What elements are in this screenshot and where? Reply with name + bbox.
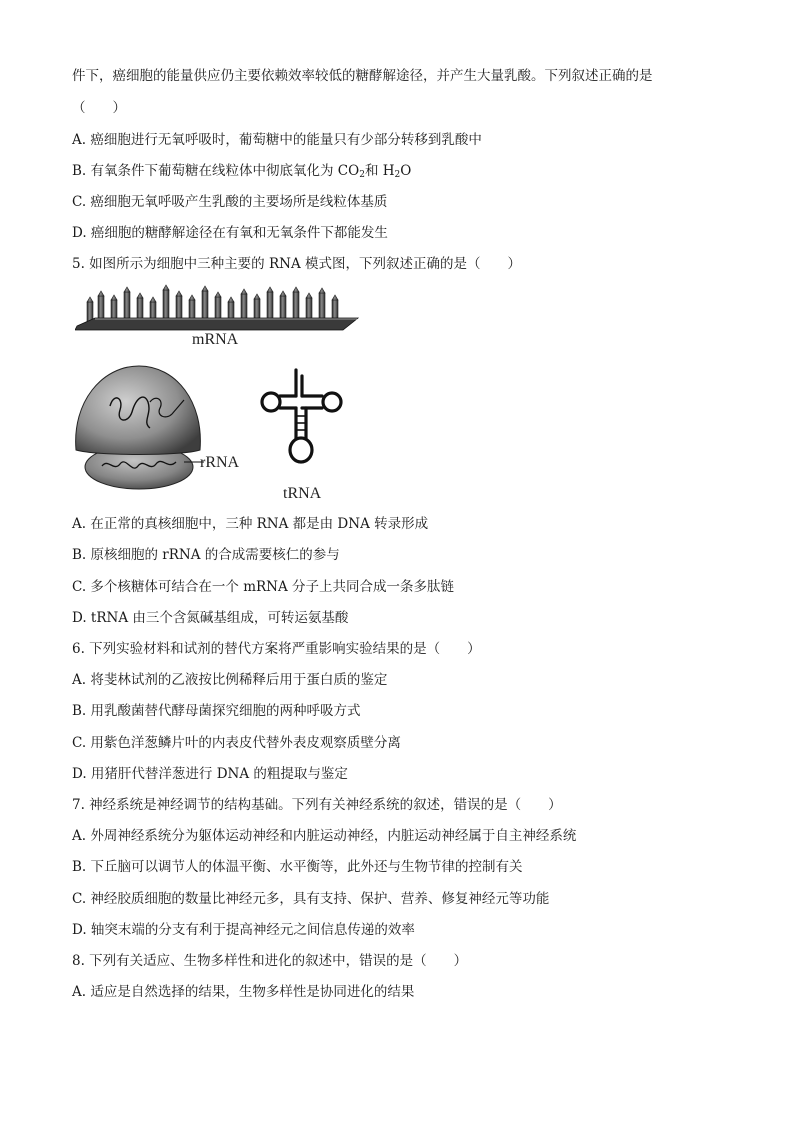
q6-option-d: D. 用猪肝代替洋葱进行 DNA 的粗提取与鉴定	[72, 766, 348, 782]
mrna-diagram	[75, 282, 360, 334]
q6-stem: 6. 下列实验材料和试剂的替代方案将严重影响实验结果的是（ ）	[72, 641, 481, 657]
q6-option-b: B. 用乳酸菌替代酵母菌探究细胞的两种呼吸方式	[72, 703, 361, 719]
q4-option-b	[72, 162, 411, 184]
trna-diagram	[256, 366, 351, 484]
q7-option-d: D. 轴突末端的分支有利于提高神经元之间信息传递的效率	[72, 922, 415, 938]
h2o-subscript: 2	[394, 170, 401, 180]
q7-option-c: C. 神经胶质细胞的数量比神经元多，具有支持、保护、营养、修复神经元等功能	[72, 891, 550, 907]
q4-option-a: A. 癌细胞进行无氧呼吸时，葡萄糖中的能量只有少部分转移到乳酸中	[72, 132, 482, 148]
ribosome-large-subunit	[76, 366, 201, 455]
rrna-label: rRNA	[200, 454, 240, 471]
q5-option-b: B. 原核细胞的 rRNA 的合成需要核仁的参与	[72, 547, 340, 563]
trna-label: tRNA	[283, 485, 322, 502]
mrna-backbone	[75, 318, 358, 330]
q7-stem: 7. 神经系统是神经调节的结构基础。下列有关神经系统的叙述，错误的是（ ）	[72, 797, 562, 813]
ribosome-diagram	[72, 362, 207, 492]
q4-option-b-text1: B. 有氧条件下葡萄糖在线粒体中彻底氧化为 CO	[72, 163, 360, 179]
q4-option-b-text3: O	[400, 163, 412, 179]
mrna-label: mRNA	[192, 331, 239, 348]
q4-option-b-text2: 和 H	[364, 163, 395, 179]
q5-option-a: A. 在正常的真核细胞中，三种 RNA 都是由 DNA 转录形成	[72, 516, 429, 532]
q4-option-d: D. 癌细胞的糖酵解途径在有氧和无氧条件下都能发生	[72, 225, 388, 241]
q8-stem: 8. 下列有关适应、生物多样性和进化的叙述中，错误的是（ ）	[72, 953, 468, 969]
q8-option-a: A. 适应是自然选择的结果，生物多样性是协同进化的结果	[72, 984, 415, 1000]
q6-option-c: C. 用紫色洋葱鳞片叶的内表皮代替外表皮观察质壁分离	[72, 735, 401, 751]
q7-option-a: A. 外周神经系统分为躯体运动神经和内脏运动神经，内脏运动神经属于自主神经系统	[72, 828, 577, 844]
q4-stem-line1: 件下，癌细胞的能量供应仍主要依赖效率较低的糖酵解途径，并产生大量乳酸。下列叙述正确的是	[72, 68, 653, 84]
q5-option-c: C. 多个核糖体可结合在一个 mRNA 分子上共同合成一条多肽链	[72, 579, 455, 595]
q4-stem-line2: （ ）	[72, 100, 126, 116]
co2-subscript: 2	[359, 170, 365, 180]
q7-option-b: B. 下丘脑可以调节人的体温平衡、水平衡等，此外还与生物节律的控制有关	[72, 859, 523, 875]
q6-option-a: A. 将斐林试剂的乙液按比例稀释后用于蛋白质的鉴定	[72, 672, 388, 688]
q4-option-c: C. 癌细胞无氧呼吸产生乳酸的主要场所是线粒体基质	[72, 194, 388, 210]
q5-option-d: D. tRNA 由三个含氮碱基组成，可转运氨基酸	[72, 610, 349, 626]
q5-stem: 5. 如图所示为细胞中三种主要的 RNA 模式图，下列叙述正确的是（ ）	[72, 256, 521, 272]
